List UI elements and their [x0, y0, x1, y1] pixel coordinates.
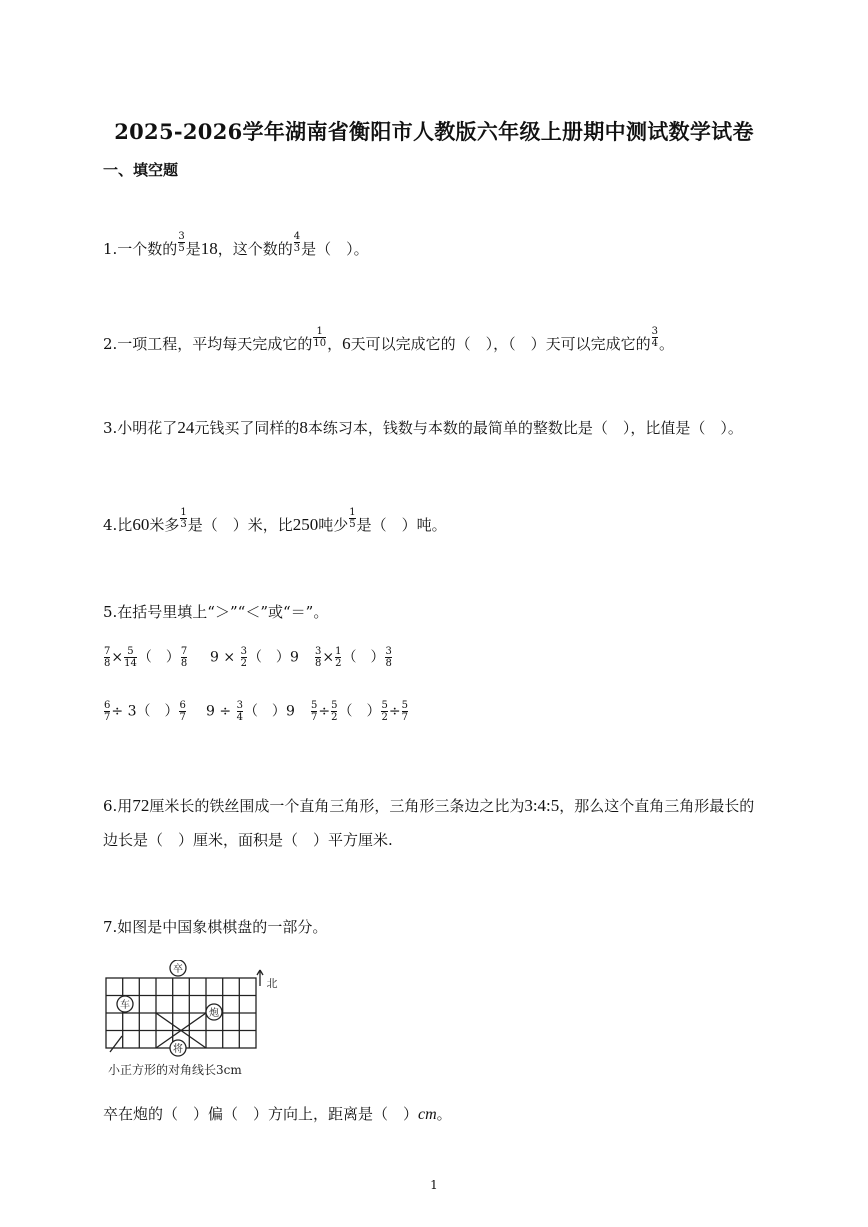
number: 72 [132, 796, 150, 815]
answer-blank[interactable]: （ ） [136, 703, 179, 720]
piece-pao-label: 炮 [209, 1008, 219, 1019]
compare-expr: $\frac{6}{7}$ ÷ 3（ ） $\frac{6}{7}$ [104, 700, 186, 723]
chess-board-figure [100, 960, 290, 1080]
piece-zu-label: 卒 [173, 964, 183, 975]
q2-text-a: 2.一项工程，平均每天完成它的 [103, 335, 313, 353]
q4-text-b: 米多 [149, 516, 180, 534]
question-7-answer [103, 1103, 452, 1126]
q1-text-a: 1.一个数的 [103, 240, 178, 258]
unit-cm: cm [418, 1106, 437, 1123]
compare-expr: $\frac{5}{7}$ ÷ $\frac{5}{2}$ （ ） $\frac{5}{2}$ ÷ $\frac{5}{7}$ [311, 700, 408, 723]
q3-text-a: 3.小明花了 [103, 419, 178, 437]
compare-expr: 9 ÷ $\frac{3}{4}$ （ ）9 [206, 700, 295, 723]
piece-jiang-label: 将 [173, 1044, 183, 1055]
north-label: 北 [266, 977, 278, 990]
question-6 [103, 795, 754, 817]
question-3 [103, 417, 743, 439]
question-6-line-2: 边长是（ ）厘米，面积是（ ）平方厘米. [103, 831, 393, 849]
piece-che-label: 车 [120, 1000, 130, 1011]
compare-expr: $\frac{7}{8}$ × $\frac{5}{14}$ （ ） $\frac{7}{8}$ [104, 646, 188, 669]
answer-blank[interactable]: （ ） [137, 649, 180, 666]
fraction: $\frac{1}{3}$ [180, 506, 187, 530]
question-5: 5.在括号里填上“＞”“＜”或“＝”。 [103, 603, 329, 621]
question-1 [103, 230, 369, 262]
fraction: $\frac{1}{10}$ [313, 325, 327, 349]
answer-blank[interactable]: （ ） [243, 703, 286, 720]
question-4 [103, 506, 447, 538]
q6-text-a: 6.用 [103, 797, 133, 815]
section-heading: 一、填空题 [103, 161, 179, 179]
fraction: $\frac{3}{4}$ [651, 325, 658, 349]
compare-expr: $\frac{3}{8}$ × $\frac{1}{2}$ （ ） $\frac{3}{8}$ [315, 646, 392, 669]
number: 8 [299, 418, 308, 437]
figure-caption: 小正方形的对角线长3cm [108, 1063, 242, 1077]
q6-text-b: 厘米长的铁丝围成一个直角三角形，三角形三条边之比为 [149, 797, 525, 815]
number: 24 [177, 418, 195, 437]
question-2 [103, 325, 674, 357]
number: 60 [132, 515, 150, 534]
page-number: 1 [430, 1178, 438, 1192]
q7-answer-text: 卒在炮的（ ）偏（ ）方向上，距离是（ ） [103, 1105, 419, 1123]
q4-text-d: 吨少 [318, 516, 349, 534]
compare-expr: 9 × $\frac{3}{2}$ （ ）9 [210, 646, 299, 669]
q4-text-a: 4.比 [103, 516, 133, 534]
q6-text-c: ，那么这个直角三角形最长的 [559, 797, 755, 815]
number: 18 [200, 239, 218, 258]
fraction: $\frac{3}{5}$ [178, 230, 185, 254]
fraction: $\frac{4}{3}$ [293, 230, 301, 254]
q1-text-d: 是（ ）。 [301, 240, 369, 258]
q4-text-e: 是（ ）吨。 [356, 516, 447, 534]
q2-text-b: ， [327, 335, 343, 353]
q3-text-b: 元钱买了同样的 [194, 419, 300, 437]
number: 250 [292, 515, 319, 534]
question-7: 7.如图是中国象棋棋盘的一部分。 [103, 918, 328, 936]
q3-text-c: 本练习本，钱数与本数的最简单的整数比是（ ），比值是（ ）。 [307, 419, 743, 437]
answer-blank[interactable]: （ ） [338, 703, 381, 720]
q1-text-b: 是 [185, 240, 201, 258]
q2-text-c: 天可以完成它的（ ），（ ）天可以完成它的 [350, 335, 651, 353]
q2-text-d: 。 [658, 335, 674, 353]
q4-text-c: 是（ ）米，比 [187, 516, 293, 534]
page-title: 2025-2026学年湖南省衡阳市人教版六年级上册期中测试数学试卷 [114, 119, 754, 144]
q1-text-c: ，这个数的 [217, 240, 293, 258]
number: 3:4:5 [524, 796, 560, 815]
q7-answer-end: 。 [436, 1105, 452, 1123]
number: 6 [342, 334, 351, 353]
fraction: $\frac{1}{5}$ [349, 506, 356, 530]
answer-blank[interactable]: （ ） [247, 649, 290, 666]
answer-blank[interactable]: （ ） [342, 649, 385, 666]
